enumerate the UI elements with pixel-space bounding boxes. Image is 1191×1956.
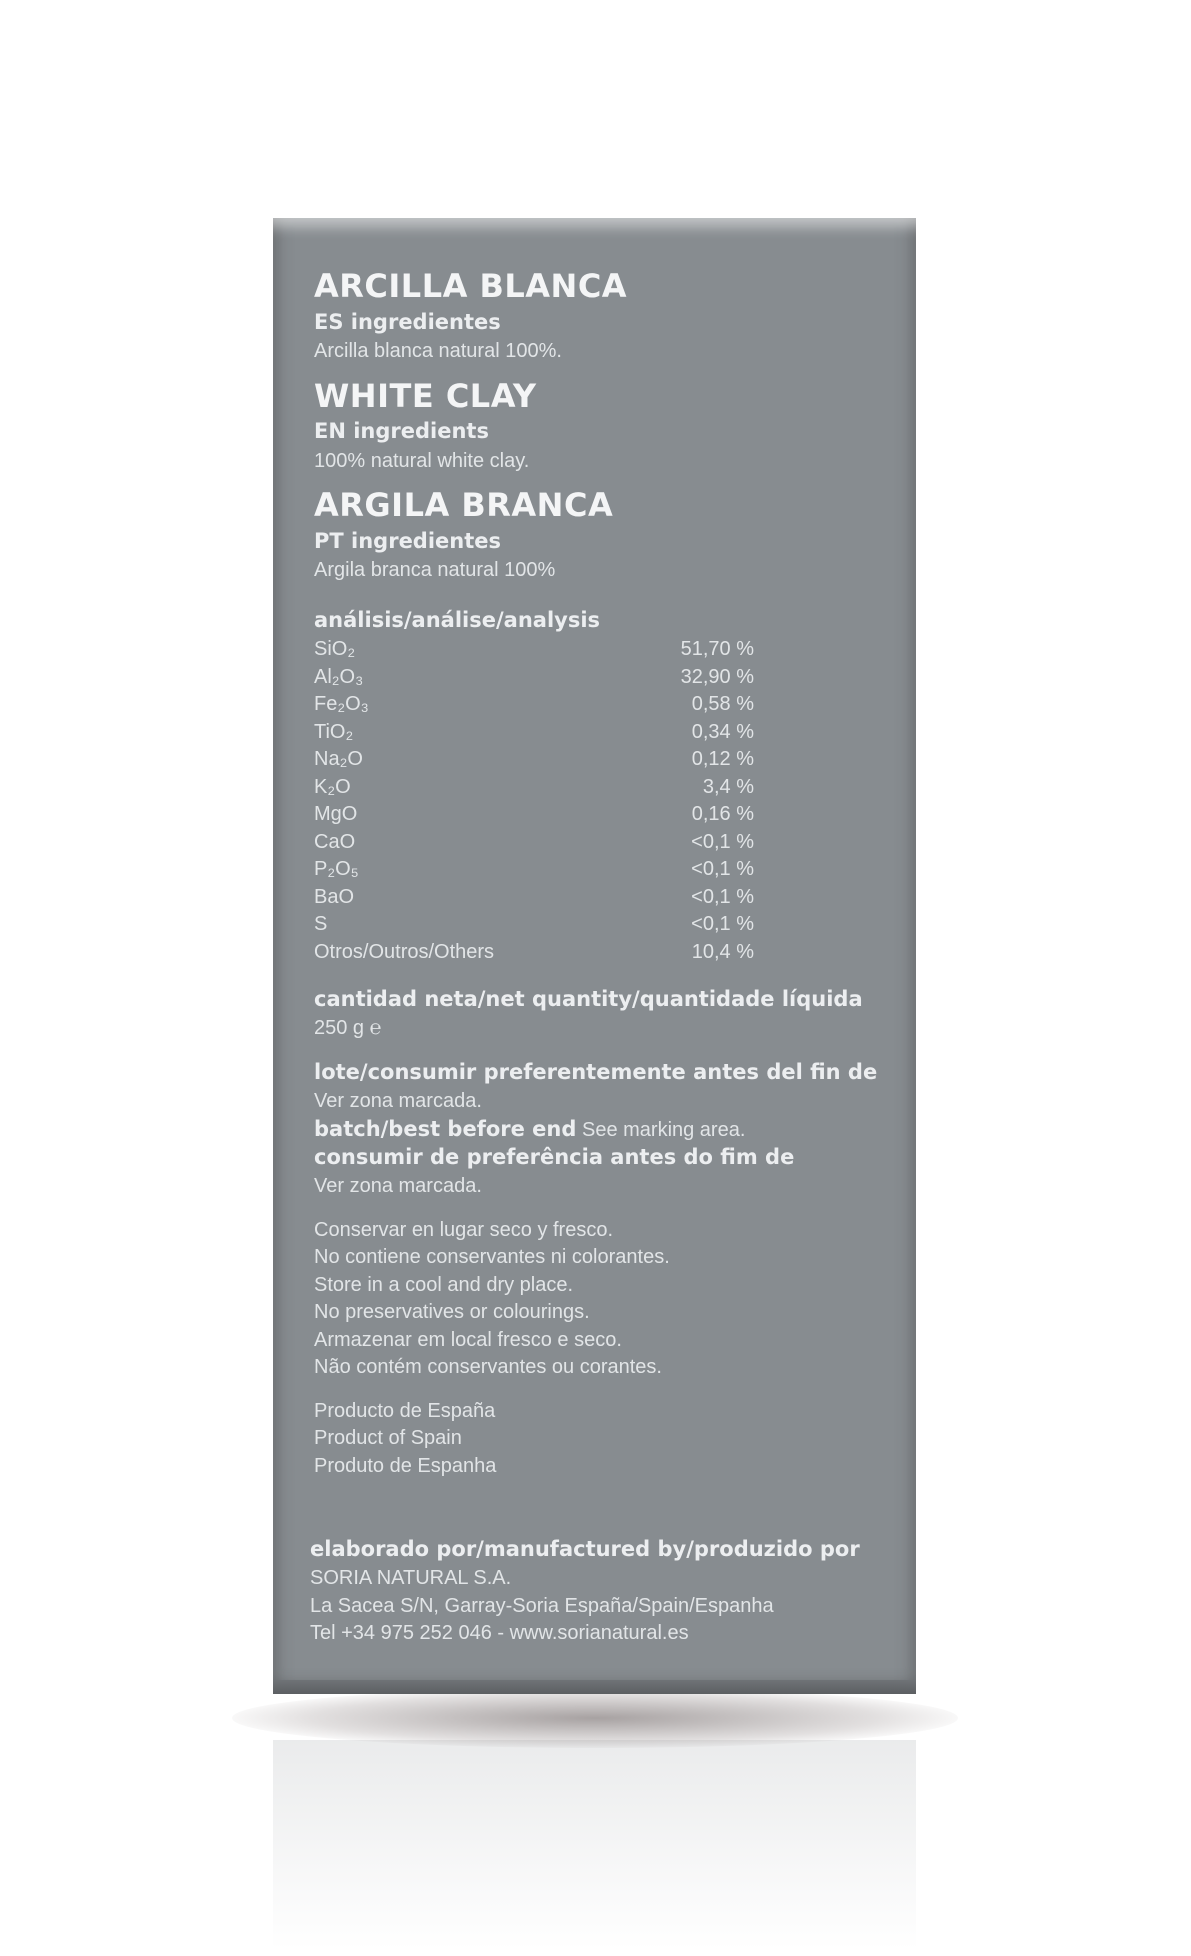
storage-info	[314, 1217, 894, 1382]
analysis-row	[314, 746, 754, 774]
analysis-name: Al₂O₃	[314, 665, 364, 688]
batch-text-es: Ver zona marcada.	[314, 1090, 482, 1113]
analysis-name: BaO	[314, 885, 355, 908]
analysis-row	[314, 829, 754, 857]
section-text-en: 100% natural white clay.	[314, 449, 530, 472]
section-subtitle-es: ES ingredientes	[314, 309, 501, 334]
origin-line: Product of Spain	[314, 1427, 462, 1450]
analysis-row	[314, 911, 754, 939]
section-title-en: WHITE CLAY	[314, 376, 537, 415]
storage-line: No contiene conservantes ni colorantes.	[314, 1246, 670, 1269]
storage-line: No preservatives or colourings.	[314, 1301, 590, 1324]
analysis-row	[314, 774, 754, 802]
section-subtitle-pt: PT ingredientes	[314, 528, 502, 553]
analysis-name: P₂O₅	[314, 858, 359, 881]
manufacturer-info	[310, 1532, 900, 1648]
net-quantity-heading: cantidad neta/net quantity/quantidade líquida	[314, 987, 863, 1012]
section-title-es: ARCILLA BLANCA	[314, 267, 628, 305]
analysis-name: K₂O	[314, 775, 351, 798]
analysis-row	[314, 664, 754, 692]
section-subtitle-en: EN ingredients	[314, 419, 489, 444]
analysis-row	[314, 719, 754, 747]
analysis-value: <0,1 %	[691, 858, 754, 881]
analysis-row	[314, 691, 754, 719]
batch-text-pt: Ver zona marcada.	[314, 1175, 482, 1198]
manufacturer-heading: elaborado por/manufactured by/produzido por	[310, 1537, 860, 1561]
analysis-name: Fe₂O₃	[314, 693, 369, 716]
section-pt	[314, 487, 894, 585]
section-text-pt: Argila branca natural 100%	[314, 559, 556, 582]
origin-info	[314, 1398, 894, 1481]
analysis-name: TiO₂	[314, 720, 354, 743]
analysis-value: 51,70 %	[680, 638, 754, 661]
pack-reflection	[273, 1740, 916, 1950]
batch-heading-es: lote/consumir preferentemente antes del fin de	[314, 1059, 878, 1084]
storage-line: Não contém conservantes ou corantes.	[314, 1356, 662, 1379]
analysis-value: 32,90 %	[680, 665, 754, 688]
analysis-name: Otros/Outros/Others	[314, 940, 495, 963]
analysis-value: 0,34 %	[691, 720, 754, 743]
analysis-name: MgO	[314, 803, 358, 826]
section-text-es: Arcilla blanca natural 100%.	[314, 340, 562, 363]
analysis-row	[314, 636, 754, 664]
package-bottom-edge	[273, 1680, 916, 1694]
analysis-name: Na₂O	[314, 748, 363, 771]
analysis-row	[314, 856, 754, 884]
analysis-name: CaO	[314, 830, 356, 853]
analysis-name: SiO₂	[314, 638, 356, 661]
analysis-row	[314, 884, 754, 912]
batch-line-en	[314, 1116, 894, 1145]
label-content	[314, 268, 894, 1480]
analysis-value: <0,1 %	[691, 830, 754, 853]
batch-text-en: See marking area.	[576, 1118, 746, 1141]
analysis-table	[314, 607, 894, 966]
origin-line: Produto de Espanha	[314, 1454, 497, 1477]
analysis-row	[314, 801, 754, 829]
storage-line: Armazenar em local fresco e seco.	[314, 1328, 622, 1351]
manufacturer-contact: Tel +34 975 252 046 - www.sorianatural.es	[310, 1622, 689, 1645]
net-quantity	[314, 986, 894, 1043]
analysis-value: <0,1 %	[691, 885, 754, 908]
manufacturer-name: SORIA NATURAL S.A.	[310, 1567, 512, 1590]
analysis-value: 3,4 %	[702, 775, 754, 798]
analysis-value: 10,4 %	[691, 940, 754, 963]
storage-line: Store in a cool and dry place.	[314, 1273, 574, 1296]
section-en	[314, 378, 894, 476]
analysis-value: 0,16 %	[691, 803, 754, 826]
pack-shadow	[232, 1688, 958, 1748]
batch-heading-pt: consumir de preferência antes do fim de	[314, 1145, 795, 1170]
manufacturer-address: La Sacea S/N, Garray-Soria España/Spain/Espanha	[310, 1594, 774, 1617]
storage-line: Conservar en lugar seco y fresco.	[314, 1218, 614, 1241]
batch-info	[314, 1059, 894, 1201]
analysis-row	[314, 939, 754, 967]
analysis-heading: análisis/análise/analysis	[314, 607, 601, 632]
origin-line: Producto de España	[314, 1399, 496, 1422]
batch-heading-en: batch/best before end	[314, 1116, 577, 1141]
analysis-name: S	[314, 913, 328, 936]
section-title-pt: ARGILA BRANCA	[314, 486, 614, 525]
section-es	[314, 268, 894, 366]
analysis-value: <0,1 %	[691, 913, 754, 936]
analysis-value: 0,58 %	[691, 693, 754, 716]
net-quantity-value: 250 g ℮	[314, 1017, 382, 1040]
analysis-value: 0,12 %	[691, 748, 754, 771]
